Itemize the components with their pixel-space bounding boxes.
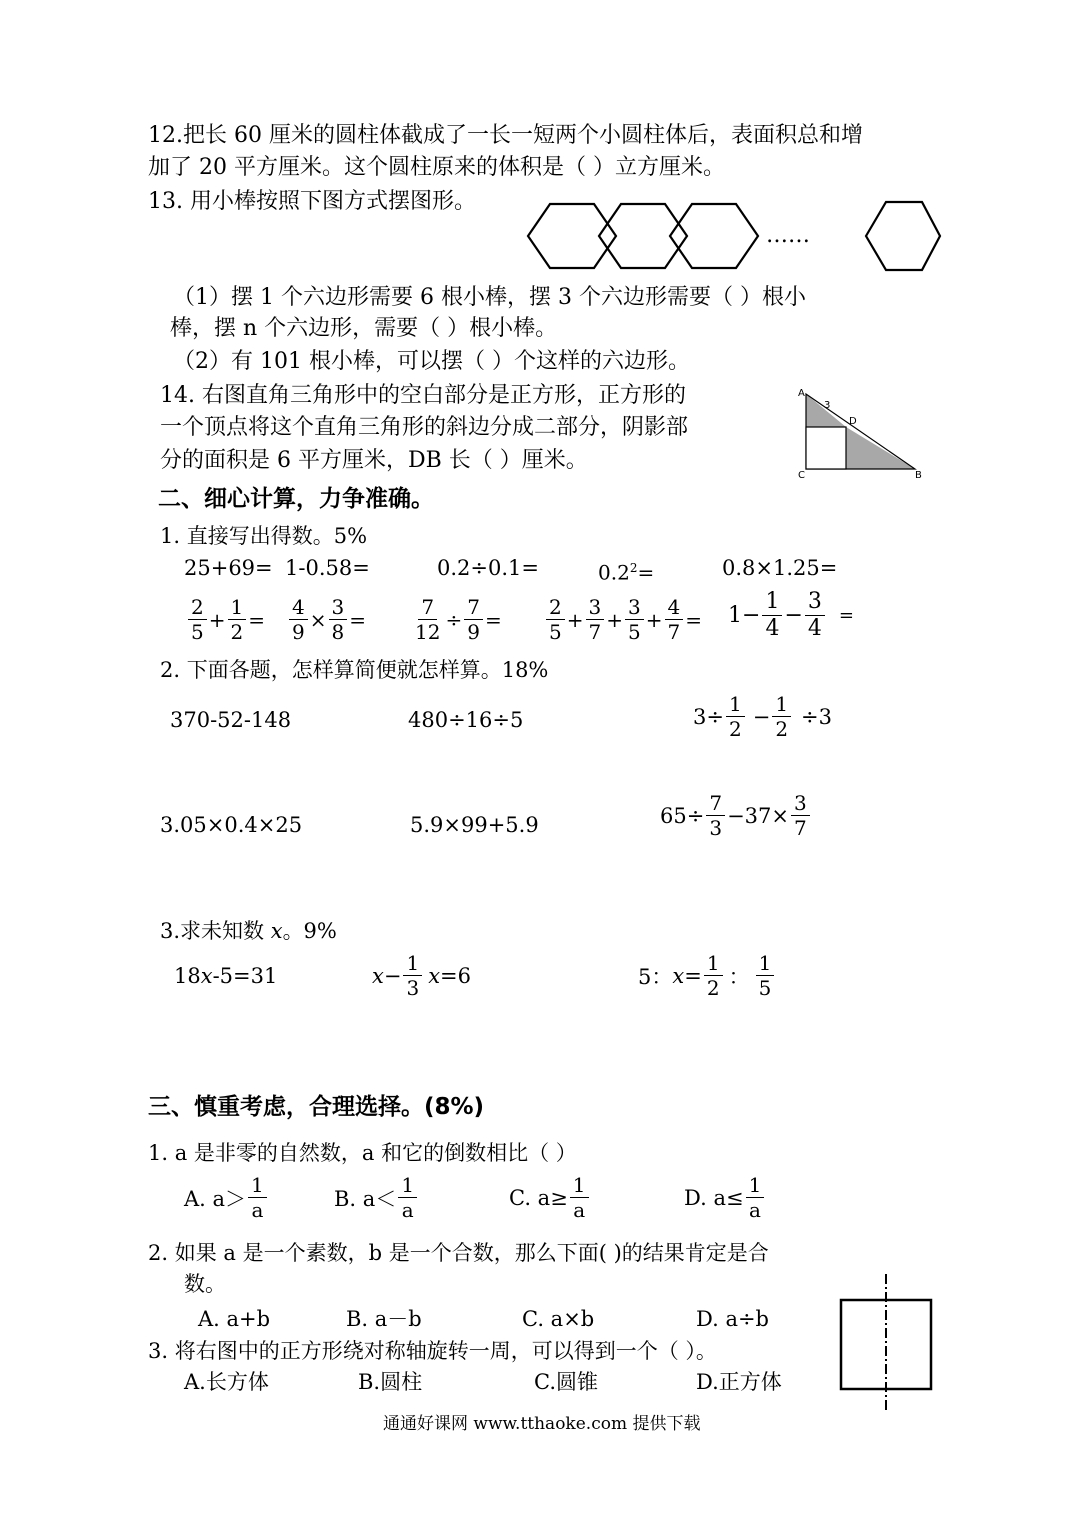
hexagon-3 [670, 204, 758, 268]
q13-intro: 13. 用小棒按照下图方式摆图形。 [148, 189, 476, 214]
equation-3: 5： x = $\frac{1}{2}$ ： $\frac{1}{5}$ [638, 952, 776, 999]
calc-frac-3: $\frac{7}{12}$ ÷ $\frac{7}{9}$ = [415, 595, 502, 644]
q3-1-option-c: C. a≥ $\frac{1}{a}$ [509, 1174, 591, 1221]
q3-1: 1. a 是非零的自然数，a 和它的倒数相比（ ） [148, 1141, 577, 1165]
hexagon-1 [528, 204, 616, 268]
q2-3-title: 3.求未知数 x。9% [160, 919, 337, 943]
q3-3-option-d: D.正方体 [696, 1370, 782, 1394]
q3-2-option-c: C. a×b [522, 1307, 595, 1331]
calc-frac-2: $\frac{4}{9}$ × $\frac{3}{8}$ = [287, 596, 366, 643]
q13-sub2: （2）有 101 根小棒，可以摆（ ）个这样的六边形。 [173, 349, 690, 374]
part2-heading: 二、细心计算，力争准确。 [158, 486, 434, 512]
q14-line2: 一个顶点将这个直角三角形的斜边分成二部分，阴影部 [160, 415, 689, 440]
calc-02-squared: $0.2^2=$ [598, 560, 655, 585]
q3-3: 3. 将右图中的正方形绕对称轴旋转一周，可以得到一个（ ）。 [148, 1339, 717, 1363]
calc-frac-5: 1− $\frac{1}{4}$ − $\frac{3}{4}$ = [728, 589, 854, 641]
hexagon-2 [599, 204, 687, 268]
label-a: A [798, 388, 805, 399]
q3-1-option-a: A. a＞ $\frac{1}{a}$ [184, 1174, 269, 1221]
q14-line3: 分的面积是 6 平方厘米，DB 长（ ）厘米。 [160, 448, 588, 473]
label-c: C [798, 470, 805, 480]
part3-heading: 三、慎重考虑，合理选择。(8%) [148, 1094, 485, 1120]
shaded-triangle-bottom [846, 427, 915, 469]
hexagon-figure [524, 196, 944, 280]
calc-305-04-25: 3.05×0.4×25 [160, 813, 303, 837]
calc-370-52-148: 370-52-148 [170, 708, 292, 732]
q2-2-title: 2. 下面各题，怎样算简便就怎样算。18% [160, 658, 549, 682]
calc-frac-1: $\frac{2}{5}$ + $\frac{1}{2}$ = [186, 596, 265, 643]
q3-2-option-d: D. a÷b [696, 1307, 769, 1331]
calc-frac-4: $\frac{2}{5}$ + $\frac{3}{7}$ + $\frac{3}{5}$ + $\frac{4}{7}$ = [544, 596, 702, 643]
q3-3-option-b: B.圆柱 [358, 1370, 423, 1394]
calc-65-div-frac: 65÷ $\frac{7}{3}$ −37× $\frac{3}{7}$ [660, 792, 812, 839]
q3-3-option-c: C.圆锥 [534, 1370, 598, 1394]
q14-line1: 14. 右图直角三角形中的空白部分是正方形，正方形的 [160, 383, 686, 408]
q3-2-option-a: A. a+b [198, 1307, 271, 1331]
equation-1: 18x-5=31 [174, 964, 278, 988]
q13-sub1-line2: 棒，摆 n 个六边形，需要（ ）根小棒。 [170, 316, 558, 341]
label-b: B [915, 470, 922, 480]
q3-2-option-b: B. a－b [346, 1307, 422, 1331]
q13-dots: …… [766, 223, 810, 248]
q3-3-option-a: A.长方体 [184, 1370, 269, 1394]
calc-1-058: 1-0.58= [285, 556, 370, 580]
calc-480-16-5: 480÷16÷5 [408, 708, 524, 732]
calc-3-div-half: 3÷ $\frac{1}{2}$ − $\frac{1}{2}$ ÷3 [693, 692, 833, 741]
inner-square [806, 427, 846, 469]
calc-25-69: 25+69= [184, 556, 273, 580]
triangle-figure [794, 384, 926, 480]
q13-sub1-line1: （1）摆 1 个六边形需要 6 根小棒，摆 3 个六边形需要（ ）根小 [173, 285, 806, 310]
calc-59-99-59: 5.9×99+5.9 [410, 813, 539, 837]
q3-2-line2: 数。 [184, 1272, 226, 1296]
equation-2: x − $\frac{1}{3}$ x =6 [372, 951, 471, 1000]
q3-2-line1: 2. 如果 a 是一个素数，b 是一个合数，那么下面( )的结果肯定是合 [148, 1241, 769, 1265]
hexagon-single [866, 202, 940, 270]
square-with-axis-figure [836, 1272, 936, 1414]
q3-1-option-b: B. a＜ $\frac{1}{a}$ [334, 1174, 419, 1221]
q12-line2: 加了 20 平方厘米。这个圆柱原来的体积是（ ）立方厘米。 [148, 155, 725, 180]
footer-source: 通通好课网 www.tthaoke.com 提供下载 [383, 1414, 701, 1434]
q3-1-option-d: D. a≤ $\frac{1}{a}$ [684, 1174, 766, 1221]
calc-02-div-01: 0.2÷0.1= [437, 556, 539, 580]
calc-08-times-125: 0.8×1.25= [722, 556, 838, 580]
label-three: 3 [824, 400, 831, 411]
q2-1-title: 1. 直接写出得数。5% [160, 524, 368, 548]
q12-line1: 12.把长 60 厘米的圆柱体截成了一长一短两个小圆柱体后，表面积总和增 [148, 123, 863, 148]
label-d: D [849, 416, 857, 427]
